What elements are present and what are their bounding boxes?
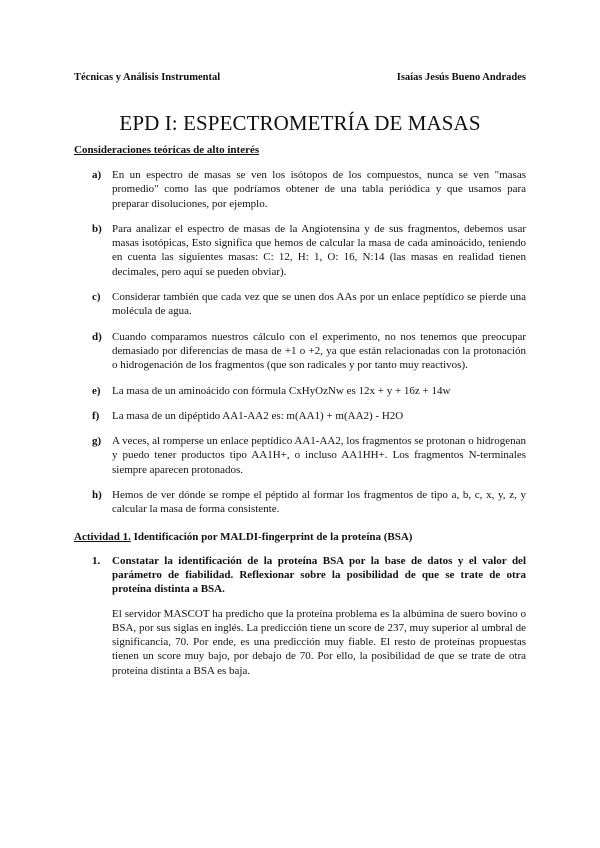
- list-item: [92, 330, 526, 373]
- list-item: [92, 409, 526, 423]
- header-author: Isaías Jesús Bueno Andrades: [396, 72, 526, 83]
- item-text: Para analizar el espectro de masas de la Angiotensina y de sus fragmentos, debemos usar masas isotópicas, Esto significa que hemos de calcular la masa de cada aminoácido, teniendo en cuenta las siguientes masas: C: 12, H: 1, O: 16, N:14 (las masas en realidad tienen decimales, pero aquí se pueden obviar).: [112, 222, 526, 278]
- item-label: b): [92, 222, 102, 235]
- list-item: [92, 290, 526, 319]
- activity-heading: [74, 531, 526, 543]
- list-item: [92, 434, 526, 477]
- item-text: La masa de un aminoácido con fórmula CxHyOzNw es 12x + y + 16z + 14w: [112, 384, 451, 397]
- item-text: Considerar también que cada vez que se unen dos AAs por un enlace peptídico se pierde una molécula de agua.: [112, 291, 526, 318]
- item-text: Cuando comparamos nuestros cálculo con el experimento, no nos tenemos que preocupar demasiado por diferencias de masa de +1 o +2, ya que están relacionadas con la protonación o hidrogenación de los fragmentos (que son radicales y por tanto muy reactivos).: [112, 330, 526, 372]
- activity-title: Identificación por MALDI-fingerprint de la proteína (BSA): [130, 530, 413, 543]
- item-text: Hemos de ver dónde se rompe el péptido al formar los fragmentos de tipo a, b, c, x, y, z, y calcular la masa de forma consistente.: [112, 489, 526, 516]
- item-label: e): [92, 384, 101, 397]
- question-number: 1.: [92, 554, 101, 567]
- item-label: h): [92, 489, 102, 502]
- list-item: [92, 222, 526, 279]
- list-item: [92, 488, 526, 517]
- list-item: [92, 168, 526, 211]
- considerations-list: [74, 168, 526, 517]
- page-header: [74, 72, 526, 83]
- list-item: [92, 384, 526, 398]
- item-label: a): [92, 169, 102, 181]
- item-text: A veces, al romperse un enlace peptídico AA1-AA2, los fragmentos se protonan o hidrogenan y puedo tener productos tipo AA1H+, o incluso AA1HH+. Los fragmentos N-terminales siempre aparecen protonados.: [112, 435, 526, 476]
- header-course: Técnicas y Análisis Instrumental: [74, 72, 221, 83]
- document-title: EPD I: ESPECTROMETRÍA DE MASAS: [119, 111, 481, 135]
- item-label: d): [92, 330, 102, 343]
- item-label: c): [92, 291, 101, 304]
- item-text: En un espectro de masas se ven los isótopos de los compuestos, nunca se ven "masas promedio" como las que podríamos obtener de una tabla periódica y que usamos para preparar disoluciones, por ejemplo.: [112, 169, 526, 210]
- answer-paragraph: El servidor MASCOT ha predicho que la proteína problema es la albúmina de suero bovino o BSA, por sus siglas en inglés. La predicción tiene un score de 237, muy superior al umbral de significancia, 70. Por ende, es una predicción muy fiable. El resto de proteínas propuestas tienen un score muy bajo, por debajo de 70. Por ello, la posibilidad de que se trate de otra proteína distinta a BSA es baja.: [112, 607, 526, 677]
- item-label: f): [92, 409, 100, 422]
- item-label: g): [92, 435, 102, 448]
- section-heading: Consideraciones teóricas de alto interés: [74, 144, 260, 156]
- question-text: Constatar la identificación de la proteína BSA por la base de datos y el valor del parámetro de fiabilidad. Reflexionar sobre la posibilidad de que se trate de otra proteína distinta a BSA.: [112, 554, 526, 596]
- item-text: La masa de un dipéptido AA1-AA2 es: m(AA1) + m(AA2) - H2O: [112, 409, 404, 422]
- activity-label: Actividad 1.: [74, 530, 131, 543]
- question: [92, 554, 526, 597]
